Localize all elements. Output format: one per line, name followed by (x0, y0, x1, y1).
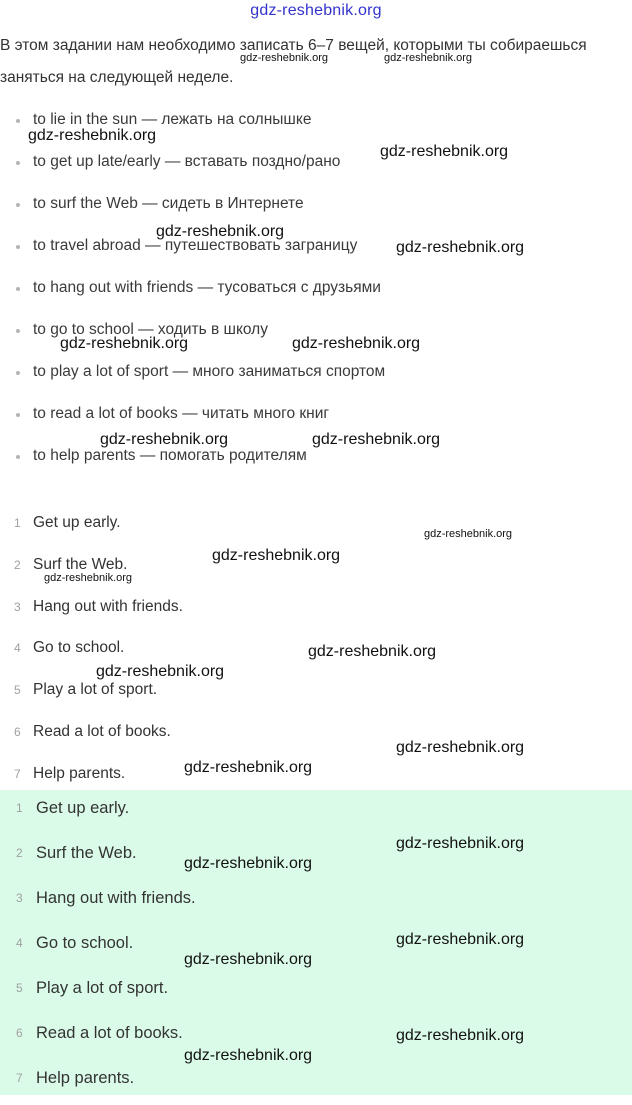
list-item: 2 Surf the Web. (0, 547, 632, 589)
watermark: gdz-reshebnik.org (240, 52, 329, 64)
list-item: to play a lot of sport — много заниматься спортом (0, 355, 632, 397)
watermark: gdz-reshebnik.org (28, 127, 157, 144)
item-number: 5 (14, 683, 21, 698)
list-item: 6 Read a lot of books. (0, 1015, 632, 1060)
list-item: 3 Hang out with friends. (0, 880, 632, 925)
bullet-icon (16, 413, 20, 417)
watermark: gdz-reshebnik.org (396, 239, 525, 256)
watermark: gdz-reshebnik.org (44, 572, 133, 584)
item-number: 4 (14, 641, 21, 656)
item-number: 1 (16, 801, 23, 815)
bullet-icon (16, 161, 20, 165)
watermark: gdz-reshebnik.org (96, 663, 225, 680)
item-number: 5 (16, 981, 23, 995)
list-item: 1 Get up early. (0, 790, 632, 835)
list-item: to go to school — ходить в школу (0, 313, 632, 355)
list-item: 5 Play a lot of sport. (0, 970, 632, 1015)
bullet-icon (16, 245, 20, 249)
watermark: gdz-reshebnik.org (184, 759, 313, 776)
watermark: gdz-reshebnik.org (212, 547, 341, 564)
list-item: 5 Play a lot of sport. (0, 672, 632, 714)
bullet-icon (16, 287, 20, 291)
list-item: 1 Get up early. (0, 505, 632, 547)
site-title[interactable]: gdz-reshebnik.org (250, 2, 382, 19)
item-number: 6 (16, 1026, 23, 1040)
watermark: gdz-reshebnik.org (396, 931, 525, 948)
bullet-icon (16, 119, 20, 123)
watermark: gdz-reshebnik.org (396, 739, 525, 756)
item-number: 3 (14, 599, 21, 614)
watermark: gdz-reshebnik.org (396, 1027, 525, 1044)
list-item: to surf the Web — сидеть в Интернете (0, 187, 632, 229)
watermark: gdz-reshebnik.org (384, 52, 473, 64)
item-number: 2 (14, 557, 21, 572)
list-item: 4 Go to school. (0, 630, 632, 672)
answer-list (0, 790, 632, 1105)
vocabulary-list (0, 103, 632, 481)
watermark: gdz-reshebnik.org (184, 855, 313, 872)
list-item: to read a lot of books — читать много книг (0, 397, 632, 439)
watermark: gdz-reshebnik.org (60, 335, 189, 352)
watermark: gdz-reshebnik.org (100, 431, 229, 448)
bullet-icon (16, 371, 20, 375)
list-item: 6 Read a lot of books. (0, 714, 632, 756)
item-number: 7 (14, 766, 21, 781)
item-number: 7 (16, 1071, 23, 1085)
list-item: to help parents — помогать родителям (0, 439, 632, 481)
bullet-icon (16, 203, 20, 207)
item-number: 2 (16, 846, 23, 860)
list-item: to hang out with friends — тусоваться с друзьями (0, 271, 632, 313)
list-item: to travel abroad — путешествовать заграницу (0, 229, 632, 271)
watermark: gdz-reshebnik.org (184, 1047, 313, 1064)
watermark: gdz-reshebnik.org (292, 335, 421, 352)
item-number: 3 (16, 891, 23, 905)
item-number: 1 (14, 516, 21, 530)
list-item: 7 Help parents. (0, 756, 632, 798)
task-intro: В этом задании нам необходимо записать 6–7 вещей, которыми ты собираешься заняться на следующей неделе. (0, 37, 587, 86)
watermark: gdz-reshebnik.org (424, 528, 513, 540)
watermark: gdz-reshebnik.org (156, 223, 285, 240)
watermark: gdz-reshebnik.org (312, 431, 441, 448)
item-number: 6 (14, 724, 21, 739)
bullet-icon (16, 329, 20, 333)
list-item: to lie in the sun — лежать на солнышке (0, 103, 632, 145)
list-item: 4 Go to school. (0, 925, 632, 970)
bullet-icon (16, 455, 20, 459)
watermark: gdz-reshebnik.org (396, 835, 525, 852)
list-item: 2 Surf the Web. (0, 835, 632, 880)
list-item: 3 Hang out with friends. (0, 589, 632, 631)
watermark: gdz-reshebnik.org (184, 951, 313, 968)
item-number: 4 (16, 936, 23, 950)
watermark: gdz-reshebnik.org (308, 643, 437, 660)
answer-box (0, 790, 632, 1095)
watermark: gdz-reshebnik.org (380, 143, 509, 160)
list-item: to get up late/early — вставать поздно/рано (0, 145, 632, 187)
list-item: 7 Help parents. (0, 1060, 632, 1105)
